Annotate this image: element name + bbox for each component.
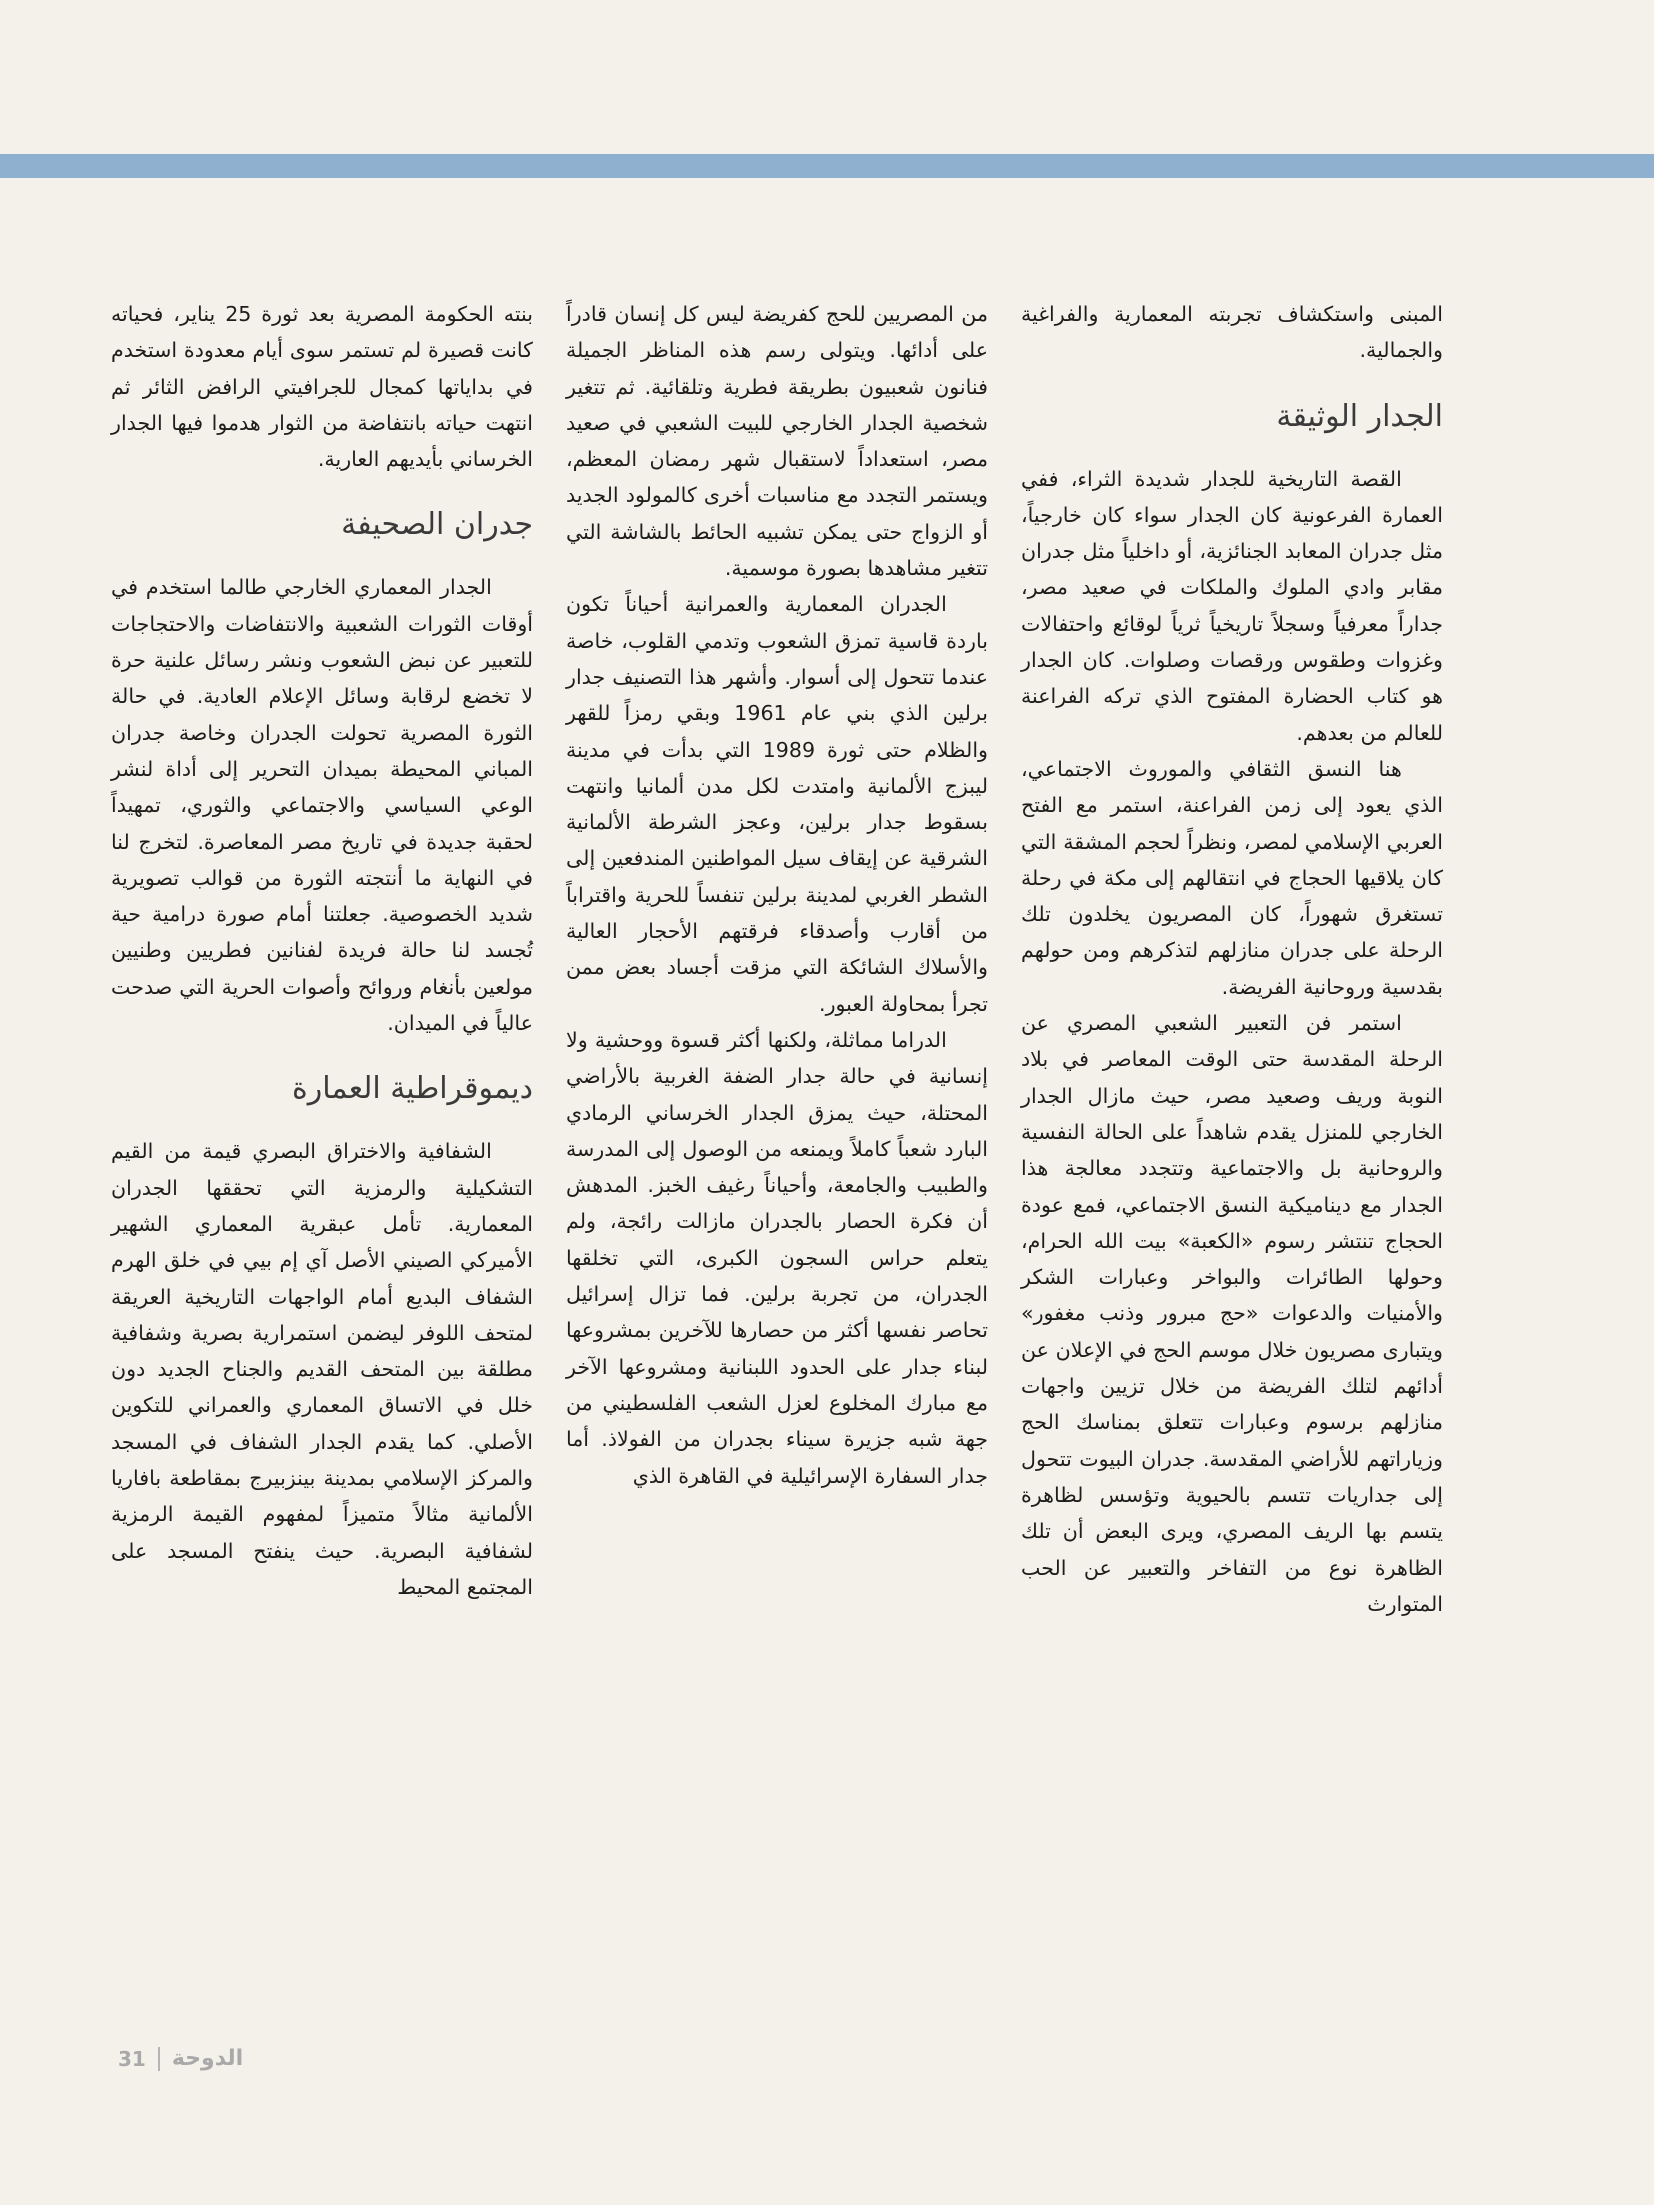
page-footer bbox=[118, 2046, 243, 2071]
paragraph: هنا النسق الثقافي والموروث الاجتماعي، الذي يعود إلى زمن الفراعنة، استمر مع الفتح العربي الإسلامي لمصر، ونظراً لحجم المشقة التي كان يلاقيها الحجاج في انتقالهم إلى مكة في رحلة تستغرق شهوراً، كان المصريون يخلدون تلك الرحلة على جدران منازلهم لتذكرهم ومن حولهم بقدسية وروحانية الفريضة. bbox=[1021, 756, 1443, 999]
section-heading: الجدار الوثيقة bbox=[1276, 398, 1443, 434]
paragraph: استمر فن التعبير الشعبي المصري عن الرحلة المقدسة حتى الوقت المعاصر في بلاد النوبة وريف وصعيد مصر، حيث مازال الجدار الخارجي للمنزل يقدم شاهداً على الحالة النفسية والروحانية بل والاجتماعية وتتجدد معالجة هذا الجدار مع ديناميكية النسق الاجتماعي، فمع عودة الحجاج تنتشر رسوم «الكعبة» بيت الله الحرام، وحولها الطائرات والبواخر وعبارات الشكر والأمنيات والدعوات «حج مبرور وذنب مغفور» ويتبارى مصريون خلال موسم الحج في الإعلان عن أدائهم لتلك الفريضة من خلال تزيين واجهات منازلهم برسوم وعبارات تتعلق بمناسك الحج وزياراتهم للأراضي المقدسة. جدران البيوت تتحول إلى جداريات تتسم بالحيوية وتؤسس لظاهرة يتسم بها الريف المصري، ويرى البعض أن تلك الظاهرة نوع من التفاخر والتعبير عن الحب المتوارث bbox=[1021, 1011, 1443, 1616]
paragraph: الجدران المعمارية والعمرانية أحياناً تكون باردة قاسية تمزق الشعوب وتدمي القلوب، خاصة عندما تتحول إلى أسوار. وأشهر هذا التصنيف جدار برلين الذي بني عام 1961 وبقي رمزاً للقهر والظلام حتى ثورة 1989 التي بدأت في مدينة ليبزج الألمانية وامتدت لكل مدن ألمانيا وانتهت بسقوط جدار برلين، وعجز الشرطة الألمانية الشرقية عن إيقاف سيل المواطنين المندفعين إلى الشطر الغربي لمدينة برلين تنفساً للحرية واقتراباً من أقارب وأصدقاء فرقتهم الأحجار العالية والأسلاك الشائكة التي مزقت أجساد بعض ممن تجرأ بمحاولة العبور. bbox=[566, 592, 989, 1016]
magazine-logo: الدوحة bbox=[171, 2046, 244, 2071]
paragraph: الشفافية والاختراق البصري قيمة من القيم التشكيلية والرمزية التي تحققها الجدران المعمارية. تأمل عبقرية المعماري الشهير الأميركي الصيني الأصل آي إم بيي في خلق الهرم الشفاف البديع أمام الواجهات التاريخية العريقة لمتحف اللوفر ليضمن استمرارية بصرية وشفافية مطلقة بين المتحف القديم والجناح الجديد دون خلل في الاتساق المعماري والعمراني للتكوين الأصلي. كما يقدم الجدار الشفاف في المسجد والمركز الإسلامي بمدينة بينزبيرج بمقاطعة بافاريا الألمانية مثالاً متميزاً لمفهوم القيمة الرمزية لشفافية البصرية. حيث ينفتح المسجد على المجتمع المحيط bbox=[111, 1139, 533, 1599]
page-number: 31 bbox=[118, 2046, 146, 2071]
section-heading: جدران الصحيفة bbox=[341, 507, 533, 543]
article-column-right bbox=[1021, 296, 1443, 1622]
top-color-band bbox=[0, 154, 1654, 178]
article-column-left bbox=[111, 296, 533, 1605]
article-column-middle bbox=[566, 296, 988, 1494]
paragraph: الدراما مماثلة، ولكنها أكثر قسوة ووحشية ولا إنسانية في حالة جدار الضفة الغربية بالأراضي المحتلة، حيث يمزق الجدار الخرساني الرمادي البارد شعباً كاملاً ويمنعه من الوصول إلى المدرسة والطبيب والجامعة، وأحياناً رغيف الخبز. المدهش أن فكرة الحصار بالجدران مازالت رائجة، ولم يتعلم حراس السجون الكبرى، التي تخلقها الجدران، من تجربة برلين. فما تزال إسرائيل تحاصر نفسها أكثر من حصارها للآخرين بمشروعها لبناء جدار على الحدود اللبنانية ومشروعها الآخر مع مبارك المخلوع لعزل الشعب الفلسطيني من جهة شبه جزيرة سيناء بجدران من الفولاذ. أما جدار السفارة الإسرائيلية في القاهرة الذي bbox=[566, 1027, 988, 1488]
paragraph: المبنى واستكشاف تجربته المعمارية والفراغية والجمالية. bbox=[1021, 302, 1443, 363]
paragraph: القصة التاريخية للجدار شديدة الثراء، ففي العمارة الفرعونية كان الجدار سواء كان خارجياً، مثل جدران المعابد الجنائزية، أو داخلياً مثل جدران مقابر وادي الملوك والملكات في صعيد مصر، جداراً معرفياً وسجلاً تاريخياً ثرياً لوقائع واحتفالات وغزوات وطقوس ورقصات وصلوات. كان الجدار هو كتاب الحضارة المفتوح الذي تركه الفراعنة للعالم من بعدهم. bbox=[1021, 466, 1443, 745]
section-heading: ديموقراطية العمارة bbox=[292, 1071, 533, 1107]
paragraph: من المصريين للحج كفريضة ليس كل إنسان قادراً على أدائها. ويتولى رسم هذه المناظر الجميلة فنانون شعبيون بطريقة فطرية وتلقائية. ثم تتغير شخصية الجدار الخارجي للبيت الشعبي في صعيد مصر، استعداداً لاستقبال شهر رمضان المعظم، ويستمر التجدد مع مناسبات أخرى كالمولود الجديد أو الزواج حتى يمكن تشبيه الحائط بالشاشة التي تتغير مشاهدها بصورة موسمية. bbox=[566, 302, 988, 581]
footer-divider bbox=[158, 2047, 160, 2071]
paragraph: بنته الحكومة المصرية بعد ثورة 25 يناير، فحياته كانت قصيرة لم تستمر سوى أيام معدودة استخدم في بداياتها كمجال للجرافيتي الرافض الثائر ثم انتهت حياته بانتفاضة من الثوار هدموا فيها الجدار الخرساني بأيديهم العارية. bbox=[111, 302, 533, 472]
paragraph: الجدار المعماري الخارجي طالما استخدم في أوقات الثورات الشعبية والانتفاضات والاحتجاجات للتعبير عن نبض الشعوب ونشر رسائل علنية حرة لا تخضع لرقابة وسائل الإعلام العادية. في حالة الثورة المصرية تحولت الجدران وخاصة جدران المباني المحيطة بميدان التحرير إلى أداة لنشر الوعي السياسي والاجتماعي والثوري، تمهيداً لحقبة جديدة في تاريخ مصر المعاصرة. لتخرج لنا في النهاية ما أنتجته الثورة من قوالب تصويرية شديد الخصوصية. جعلتنا أمام صورة درامية حية تُجسد لنا حالة فريدة لفنانين فطريين وطنيين مولعين بأنغام وروائح وأصوات الحرية التي صدحت عالياً في الميدان. bbox=[111, 575, 533, 1036]
